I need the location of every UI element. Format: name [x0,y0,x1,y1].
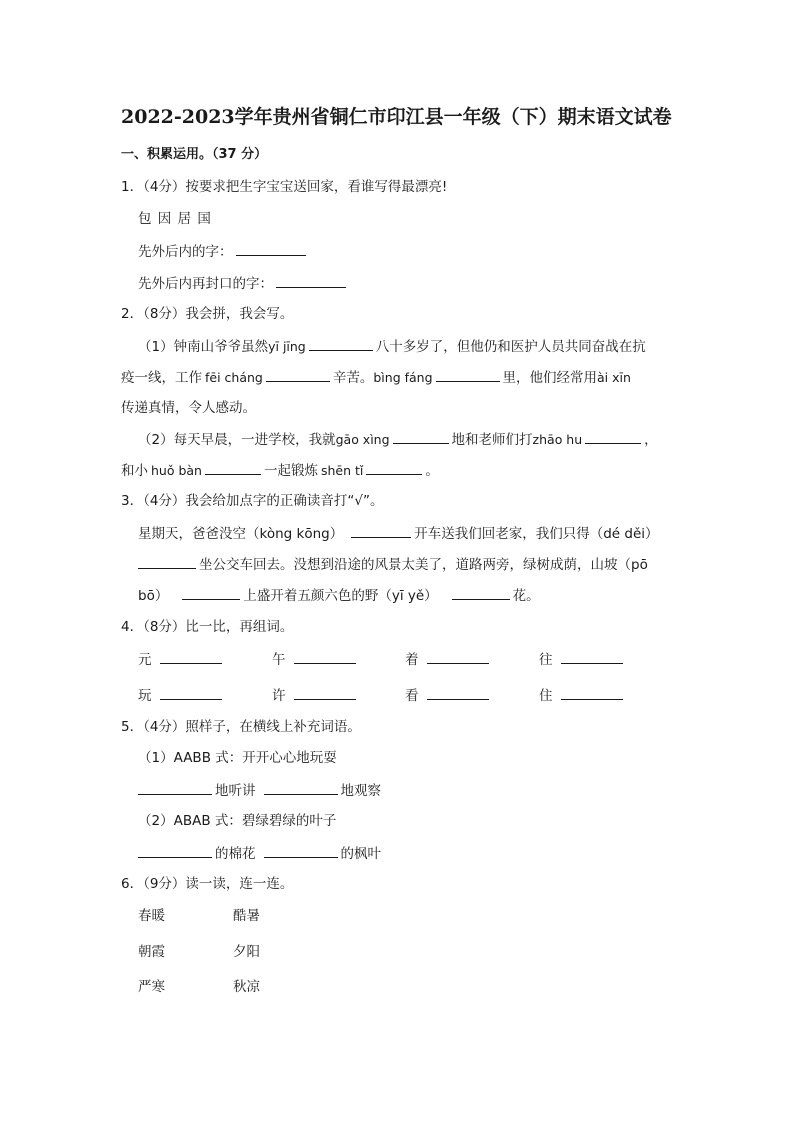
answer-blank[interactable] [427,650,489,664]
answer-blank[interactable] [160,650,222,664]
question-5-text: 的棉花 [215,846,256,862]
answer-blank[interactable] [393,430,449,444]
answer-blank[interactable] [182,586,240,600]
question-2-line-1 [138,337,646,356]
question-5-text: 地听讲 [215,783,256,799]
question-1-label-1: 先外后内的字： [138,244,233,260]
answer-blank[interactable] [205,461,261,475]
answer-blank[interactable] [294,686,356,700]
question-3-heading: 3．（4分）我会给加点字的正确读音打“√”。 [121,493,384,509]
question-2-heading: 2．（8分）我会拼，我会写。 [121,306,294,322]
character: 着 [405,652,419,668]
question-3-line-3 [138,586,540,605]
question-5-answer-line-2 [138,844,381,863]
match-left-item[interactable]: 朝霞 [138,944,165,960]
question-3-text: 坐公交车回去。没想到沿途的风景太美了，道路两旁，绿树成荫，山坡（pō [199,557,648,573]
answer-blank[interactable] [160,686,222,700]
question-5-text: 地观察 [340,783,381,799]
answer-blank[interactable] [266,368,330,382]
answer-blank[interactable] [264,844,338,858]
character: 往 [539,652,553,668]
question-3-line-2 [138,555,648,574]
word-group-item [138,686,225,705]
match-left-item[interactable]: 严寒 [138,979,165,995]
question-2-text: 辛苦。 [332,370,374,386]
question-5-example-2: （2）ABAB 式：碧绿碧绿的叶子 [138,813,337,829]
question-6-heading: 6．（9分）读一读，连一连。 [121,876,294,892]
answer-blank[interactable] [309,337,373,351]
question-5-example-1: （1）AABB 式：开开心心地玩耍 [138,750,337,766]
page-title: 2022-2023学年贵州省铜仁市印江县一年级（下）期末语文试卷 [121,106,672,128]
question-5-heading: 5．（4分）照样子，在横线上补充词语。 [121,719,361,735]
match-right-item[interactable]: 夕阳 [233,944,260,960]
answer-blank[interactable] [366,461,422,475]
character: 玩 [138,688,152,704]
answer-blank[interactable] [452,586,510,600]
answer-blank[interactable] [561,650,623,664]
question-5-text: 的枫叶 [340,846,381,862]
answer-blank[interactable] [294,650,356,664]
pinyin: yī jīng [268,339,306,354]
word-group-item [539,686,626,705]
question-3-line-1 [138,524,659,543]
question-2-text: 和小 [121,463,148,479]
question-2-line-2 [121,368,631,387]
question-3-text: 花。 [512,588,540,604]
pinyin: zhāo hu [532,432,583,447]
pinyin: gāo xìng [335,432,390,447]
question-1-characters: 包 因 居 国 [138,211,212,227]
question-2-line-5 [121,461,439,480]
question-1-line-2 [138,274,349,293]
character: 午 [272,652,286,668]
question-2-text: 疫一线，工作 [121,370,202,386]
answer-blank[interactable] [138,844,212,858]
word-group-item [539,650,626,669]
question-2-text: （2）每天早晨，一进学校，我就 [138,432,336,448]
answer-blank[interactable] [276,274,346,288]
question-5-answer-line-1 [138,781,381,800]
answer-blank[interactable] [264,781,338,795]
pinyin: ài xīn [597,370,631,385]
answer-blank[interactable] [138,555,196,569]
question-2-text: ， [644,432,658,448]
word-group-item [272,650,359,669]
pinyin: huǒ bàn [151,463,202,478]
word-group-item [272,686,359,705]
question-2-text: （1）钟南山爷爷虽然 [138,339,269,355]
question-2-text: 里，他们经常用 [502,370,598,386]
question-1-line-1 [138,242,309,261]
pinyin: shēn tǐ [320,463,364,478]
match-right-item[interactable]: 秋凉 [233,979,260,995]
answer-blank[interactable] [561,686,623,700]
answer-blank[interactable] [351,524,411,538]
answer-blank[interactable] [436,368,500,382]
match-left-item[interactable]: 春暖 [138,908,165,924]
question-4-heading: 4．（8分）比一比，再组词。 [121,619,294,635]
word-group-item [138,650,225,669]
character: 住 [539,688,553,704]
question-1-heading: 1．（4分）按要求把生字宝宝送回家，看谁写得最漂亮! [121,179,448,195]
question-2-line-4 [138,430,658,449]
question-2-text: 八十多岁了，但他仍和医护人员共同奋战在抗 [375,339,646,355]
pinyin: fēi cháng [205,370,263,385]
character: 许 [272,688,286,704]
answer-blank[interactable] [236,242,306,256]
question-3-text: 开车送我们回老家，我们只得（dé děi） [414,526,659,542]
pinyin: bìng fáng [373,370,433,385]
question-3-text: 上盛开着五颜六色的野（yī yě） [243,588,438,604]
answer-blank[interactable] [427,686,489,700]
question-2-text: 一起锻炼 [263,463,318,479]
word-group-item [405,686,492,705]
answer-blank[interactable] [138,781,212,795]
question-3-text: bō） [138,588,169,604]
question-3-text: 星期天，爸爸没空（kòng kōng） [138,526,344,542]
character: 元 [138,652,152,668]
question-2-text: 。 [425,463,439,479]
question-2-line-3: 传递真情，令人感动。 [121,400,256,416]
question-2-text: 地和老师们打 [451,432,533,448]
answer-blank[interactable] [585,430,641,444]
word-group-item [405,650,492,669]
character: 看 [405,688,419,704]
question-1-label-2: 先外后内再封口的字： [138,276,273,292]
section-heading: 一、积累运用。（37 分） [121,147,268,162]
match-right-item[interactable]: 酷暑 [233,908,260,924]
